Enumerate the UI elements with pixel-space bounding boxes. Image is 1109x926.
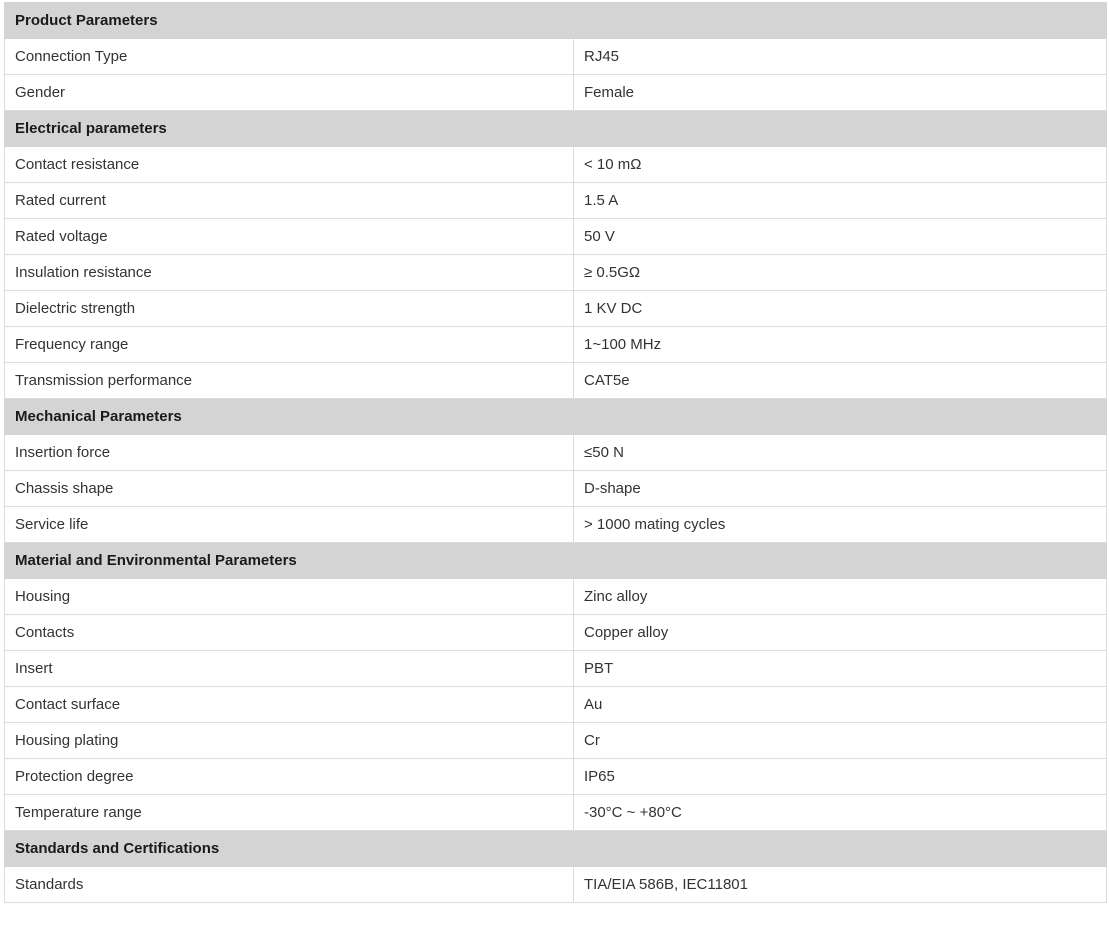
param-label: Standards: [5, 867, 574, 903]
table-row: [5, 579, 1107, 615]
param-label: Contacts: [5, 615, 574, 651]
section-title: Product Parameters: [5, 3, 574, 39]
table-row: [5, 183, 1107, 219]
spec-table: [4, 2, 1107, 903]
param-label: Contact surface: [5, 687, 574, 723]
param-value: Cr: [574, 723, 1107, 759]
section-header-material-environmental-parameters: [5, 543, 1107, 579]
table-row: [5, 291, 1107, 327]
param-label: Transmission performance: [5, 363, 574, 399]
table-row: [5, 39, 1107, 75]
table-row: [5, 147, 1107, 183]
section-header-mechanical-parameters: [5, 399, 1107, 435]
param-value: Copper alloy: [574, 615, 1107, 651]
param-label: Rated voltage: [5, 219, 574, 255]
table-row: [5, 219, 1107, 255]
table-row: [5, 363, 1107, 399]
section-header-product-parameters: [5, 3, 1107, 39]
section-header-electrical-parameters: [5, 111, 1107, 147]
param-label: Frequency range: [5, 327, 574, 363]
param-value: -30°C ~ +80°C: [574, 795, 1107, 831]
table-row: [5, 507, 1107, 543]
table-row: [5, 75, 1107, 111]
param-value: 1~100 MHz: [574, 327, 1107, 363]
param-value: 50 V: [574, 219, 1107, 255]
param-value: < 10 mΩ: [574, 147, 1107, 183]
param-label: Housing plating: [5, 723, 574, 759]
param-label: Insert: [5, 651, 574, 687]
table-row: [5, 795, 1107, 831]
section-title: Electrical parameters: [5, 111, 574, 147]
param-label: Service life: [5, 507, 574, 543]
param-label: Dielectric strength: [5, 291, 574, 327]
param-label: Contact resistance: [5, 147, 574, 183]
param-label: Connection Type: [5, 39, 574, 75]
param-value: D-shape: [574, 471, 1107, 507]
table-row: [5, 651, 1107, 687]
param-label: Insulation resistance: [5, 255, 574, 291]
section-title: Material and Environmental Parameters: [5, 543, 574, 579]
section-title: Mechanical Parameters: [5, 399, 574, 435]
param-value: > 1000 mating cycles: [574, 507, 1107, 543]
table-row: [5, 255, 1107, 291]
param-label: Rated current: [5, 183, 574, 219]
param-label: Temperature range: [5, 795, 574, 831]
param-value: 1.5 A: [574, 183, 1107, 219]
param-value: 1 KV DC: [574, 291, 1107, 327]
table-row: [5, 615, 1107, 651]
param-value: PBT: [574, 651, 1107, 687]
param-label: Insertion force: [5, 435, 574, 471]
param-value: ≥ 0.5GΩ: [574, 255, 1107, 291]
param-value: RJ45: [574, 39, 1107, 75]
table-row: [5, 723, 1107, 759]
table-row: [5, 867, 1107, 903]
section-title: Standards and Certifications: [5, 831, 574, 867]
table-row: [5, 759, 1107, 795]
table-row: [5, 471, 1107, 507]
param-value: ≤50 N: [574, 435, 1107, 471]
param-value: Au: [574, 687, 1107, 723]
table-row: [5, 327, 1107, 363]
param-value: Female: [574, 75, 1107, 111]
param-value: CAT5e: [574, 363, 1107, 399]
table-row: [5, 687, 1107, 723]
table-row: [5, 435, 1107, 471]
param-value: IP65: [574, 759, 1107, 795]
section-header-standards-certifications: [5, 831, 1107, 867]
param-label: Gender: [5, 75, 574, 111]
param-value: TIA/EIA 586B, IEC11801: [574, 867, 1107, 903]
param-label: Housing: [5, 579, 574, 615]
param-label: Chassis shape: [5, 471, 574, 507]
param-label: Protection degree: [5, 759, 574, 795]
param-value: Zinc alloy: [574, 579, 1107, 615]
